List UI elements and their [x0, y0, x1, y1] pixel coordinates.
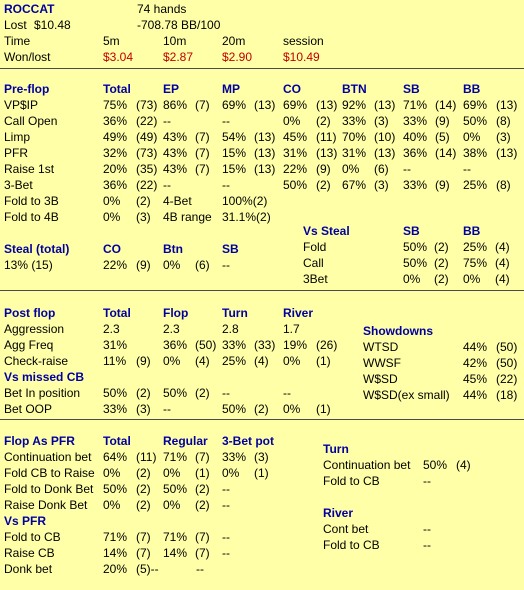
stat-label: Agg Freq [4, 338, 54, 352]
stat-value: 20% [103, 562, 128, 576]
stat-label: W$SD [363, 372, 398, 386]
stat-value: 70% [342, 130, 367, 144]
stat-value: 19% [283, 338, 308, 352]
stat-value: 50% [103, 482, 128, 496]
stat-value: -- [222, 546, 230, 560]
stat-value: 1.7 [283, 322, 300, 336]
stat-value: -- [423, 538, 431, 552]
stat-count: (13) [254, 146, 276, 160]
vs-missed-cb-title: Vs missed CB [4, 370, 85, 384]
four-bet-range-label: 4B range [163, 210, 212, 224]
stat-value: 49% [103, 130, 128, 144]
stat-count: (6) [374, 162, 389, 176]
stat-value: 0% [103, 498, 121, 512]
stat-count: (3) [374, 114, 389, 128]
stat-value: 0% [283, 402, 301, 416]
stat-value: 64% [103, 450, 128, 464]
stat-label: Raise 1st [4, 162, 55, 176]
stat-value: 0% [283, 354, 301, 368]
wonlost-label: Won/lost [4, 50, 51, 64]
stat-count: (9) [435, 114, 450, 128]
stat-count: (7) [195, 530, 210, 544]
stat-count: (5) [435, 130, 450, 144]
stat-value: -- [222, 386, 230, 400]
stat-value: 43% [163, 130, 188, 144]
stat-value: -- [222, 498, 230, 512]
stat-count: (14) [435, 146, 457, 160]
stat-value: 50% [403, 240, 428, 254]
stat-count: (2) [434, 240, 449, 254]
stat-value: 25% [222, 354, 247, 368]
vs-pfr-title: Vs PFR [4, 514, 47, 528]
stat-label: Call Open [4, 114, 58, 128]
stat-label: Bet In position [4, 386, 81, 400]
column-header: SB [403, 224, 420, 238]
stat-value: 0% [403, 272, 421, 286]
column-header: Regular [163, 434, 208, 448]
stat-value: 14% [103, 546, 128, 560]
stat-count: (33) [254, 338, 276, 352]
stat-value: 14% [163, 546, 188, 560]
stat-count: (13) [496, 146, 518, 160]
stat-value: 22% [283, 162, 308, 176]
stat-count: (2) [136, 482, 151, 496]
stat-value: 0% [163, 498, 181, 512]
stat-count: (4) [495, 240, 510, 254]
stat-value: -- [403, 162, 411, 176]
four-bet-value: 100%(2) [222, 194, 268, 208]
stat-count: (10) [374, 130, 396, 144]
stat-label: WWSF [363, 356, 401, 370]
stat-label: Continuation bet [4, 450, 92, 464]
stat-count: (7) [136, 546, 151, 560]
stat-value: -- [163, 178, 171, 192]
stat-label: 3-Bet [4, 178, 33, 192]
stat-count: (14) [435, 98, 457, 112]
stat-count: (8) [496, 114, 511, 128]
column-header: Turn [222, 306, 248, 320]
stat-count: (7) [195, 146, 210, 160]
four-bet-label: 4-Bet [163, 194, 192, 208]
column-header: BTN [342, 82, 367, 96]
stat-label: Cont bet [323, 522, 369, 536]
stat-label: Fold to Donk Bet [4, 482, 94, 496]
period-5m: 5m [103, 34, 120, 48]
stat-value: 75% [103, 98, 128, 112]
stat-label: Fold [303, 240, 327, 254]
stat-count: (13) [374, 98, 396, 112]
stat-value: 71% [403, 98, 428, 112]
stat-value: 0% [283, 114, 301, 128]
stat-value: 15% [222, 162, 247, 176]
stat-value: 71% [103, 530, 128, 544]
column-header: SB [403, 82, 420, 96]
stat-label: Bet OOP [4, 402, 53, 416]
stat-value: 33% [342, 114, 367, 128]
stat-count: (22) [136, 114, 158, 128]
stat-count: (7) [195, 130, 210, 144]
stat-value: 0% [342, 162, 360, 176]
stat-value: 40% [403, 130, 428, 144]
stat-value: -- [283, 386, 291, 400]
stat-value: -- [423, 522, 431, 536]
stat-count: (50) [195, 338, 217, 352]
stat-value: 67% [342, 178, 367, 192]
column-header: SB [222, 242, 239, 256]
stat-label: Fold CB to Raise [4, 466, 95, 480]
stat-count: (3) [254, 450, 269, 464]
stat-value: 31% [283, 146, 308, 160]
stat-label: PFR [4, 146, 28, 160]
stat-value: 25% [463, 178, 488, 192]
stat-count: (2) [195, 482, 210, 496]
stat-value: 86% [163, 98, 188, 112]
stat-value: 36% [163, 338, 188, 352]
stat-label: Limp [4, 130, 31, 144]
stat-count: (1) [195, 466, 210, 480]
wonlost-10m: $2.87 [163, 50, 194, 64]
stat-value: 2.8 [222, 322, 239, 336]
fold-to-3b-label: Fold to 3B [4, 194, 59, 208]
stat-count: (50) [496, 340, 518, 354]
stat-count: (13) [254, 162, 276, 176]
stat-value: 15% [222, 146, 247, 160]
river-title: River [323, 506, 354, 520]
stat-count: (2) [136, 498, 151, 512]
column-header: Btn [163, 242, 183, 256]
player-name: ROCCAT [4, 2, 55, 16]
stat-value: 50% [423, 458, 448, 472]
stat-count: (9) [316, 162, 331, 176]
stat-value: 50% [463, 114, 488, 128]
stat-count: (9) [136, 258, 151, 272]
stat-value: 69% [463, 98, 488, 112]
stat-value: 36% [103, 114, 128, 128]
stat-value: 69% [222, 98, 247, 112]
stat-count: (73) [136, 98, 158, 112]
stat-count: (2) [254, 402, 269, 416]
stat-count: (4) [195, 354, 210, 368]
stat-count: (3) [374, 178, 389, 192]
stat-value: 2.3 [103, 322, 120, 336]
column-header: Flop [163, 306, 189, 320]
stat-value: 32% [103, 146, 128, 160]
stat-count: (18) [496, 388, 518, 402]
stat-value: 22% [103, 258, 128, 272]
stat-count: (13) [496, 98, 518, 112]
stat-value: 0% [222, 466, 240, 480]
stat-value: 0% [163, 258, 181, 272]
stat-value: 33% [403, 178, 428, 192]
column-header: Total [103, 434, 131, 448]
stat-count: (7) [195, 546, 210, 560]
steal-total: 13% (15) [4, 258, 53, 272]
stat-label: WTSD [363, 340, 399, 354]
four-bet-range-value: 31.1%(2) [222, 210, 271, 224]
stat-count: (13) [374, 146, 396, 160]
stat-label: Aggression [4, 322, 65, 336]
stat-count: (13) [316, 98, 338, 112]
stat-count: (11) [316, 130, 337, 144]
stat-count: (73) [136, 146, 158, 160]
stat-value: 33% [222, 338, 247, 352]
stat-count: (7) [195, 450, 210, 464]
stat-value: 43% [163, 146, 188, 160]
lost-value: $10.48 [34, 18, 71, 32]
stat-count: (3) [496, 130, 511, 144]
column-header: EP [163, 82, 180, 96]
stat-value: 45% [463, 372, 488, 386]
stat-value: 92% [342, 98, 367, 112]
steal-title: Steal (total) [4, 242, 70, 256]
stat-value: 42% [463, 356, 488, 370]
stat-value: 33% [103, 402, 128, 416]
stat-value: 50% [163, 386, 188, 400]
time-label: Time [4, 34, 31, 48]
stat-label: Fold to CB [323, 474, 380, 488]
stat-value: 69% [283, 98, 308, 112]
preflop-title: Pre-flop [4, 82, 50, 96]
period-10m: 10m [163, 34, 187, 48]
stat-value: 45% [283, 130, 308, 144]
stat-value: 0% [463, 272, 481, 286]
postflop-title: Post flop [4, 306, 56, 320]
stat-value: 0% [163, 466, 181, 480]
stat-label: Raise Donk Bet [4, 498, 88, 512]
showdowns-title: Showdowns [363, 324, 433, 338]
stat-count: (7) [136, 530, 151, 544]
stat-count: (2) [136, 386, 151, 400]
stat-value: 54% [222, 130, 247, 144]
stat-count: (7) [195, 162, 210, 176]
stat-count: (26) [316, 338, 338, 352]
stat-label: Call [303, 256, 324, 270]
flop-as-pfr-title: Flop As PFR [4, 434, 75, 448]
stat-label: Raise CB [4, 546, 55, 560]
stat-count: (2) [136, 466, 151, 480]
stat-value: -- [222, 530, 230, 544]
stat-count: (3) [136, 402, 151, 416]
stat-value: 43% [163, 162, 188, 176]
stat-count: (49) [136, 130, 158, 144]
column-header: MP [222, 82, 240, 96]
stat-count: (4) [495, 256, 510, 270]
stat-count: (2) [434, 272, 449, 286]
divider [0, 419, 524, 420]
stat-count: (35) [136, 162, 158, 176]
column-header: Total [103, 306, 131, 320]
stat-count: (1) [316, 402, 331, 416]
stat-value: -- [463, 162, 471, 176]
stat-count: (13) [254, 130, 276, 144]
stat-label: 3Bet [303, 272, 328, 286]
wonlost-5m: $3.04 [103, 50, 134, 64]
fold-to-4b-count: (3) [136, 210, 151, 224]
stat-count: (5)-- [136, 562, 159, 576]
fold-to-3b-count: (2) [136, 194, 151, 208]
stat-value: 33% [403, 114, 428, 128]
stat-value: 50% [163, 482, 188, 496]
stat-value: 36% [403, 146, 428, 160]
column-header: CO [283, 82, 301, 96]
stat-count: (2) [434, 256, 449, 270]
column-header: 3-Bet pot [222, 434, 274, 448]
stat-value: 50% [403, 256, 428, 270]
period-session: session [283, 34, 324, 48]
stat-count: (4) [456, 458, 471, 472]
stat-value: 2.3 [163, 322, 180, 336]
stat-count: (9) [136, 354, 151, 368]
divider [0, 290, 524, 291]
stat-count: (2) [316, 178, 331, 192]
divider [0, 68, 524, 69]
stat-value: 50% [103, 386, 128, 400]
stat-value: 31% [342, 146, 367, 160]
column-header: BB [463, 224, 481, 238]
stat-value: -- [222, 482, 230, 496]
stat-value: 20% [103, 162, 128, 176]
stat-value: 38% [463, 146, 488, 160]
stat-value: 50% [283, 178, 308, 192]
stat-label: VP$IP [4, 98, 39, 112]
stat-value: 75% [463, 256, 488, 270]
stat-label: Donk bet [4, 562, 53, 576]
stat-count: (2) [316, 114, 331, 128]
stat-value: 50% [222, 402, 247, 416]
period-20m: 20m [222, 34, 246, 48]
fold-to-4b-value: 0% [103, 210, 121, 224]
vs-steal-title: Vs Steal [303, 224, 350, 238]
stat-count: (22) [136, 178, 158, 192]
stat-count: (7) [195, 98, 210, 112]
stat-label: Continuation bet [323, 458, 411, 472]
fold-to-4b-label: Fold to 4B [4, 210, 59, 224]
stat-value: 0% [463, 130, 481, 144]
stat-count: (6) [195, 258, 210, 272]
column-header: River [283, 306, 314, 320]
stat-value: 25% [463, 240, 488, 254]
stat-count: (50) [496, 356, 518, 370]
stat-value: 71% [163, 530, 188, 544]
stat-count: (1) [316, 354, 331, 368]
stat-count: (4) [254, 354, 269, 368]
stat-label: Fold to CB [4, 530, 61, 544]
stat-value: -- [163, 114, 171, 128]
stat-value: -- [222, 114, 230, 128]
column-header: Total [103, 82, 131, 96]
stat-value: 31% [103, 338, 128, 352]
stat-count: (13) [316, 146, 338, 160]
stat-value: 33% [222, 450, 247, 464]
stat-label: W$SD(ex small) [363, 388, 450, 402]
stat-count: (1) [254, 466, 269, 480]
wonlost-20m: $2.90 [222, 50, 253, 64]
stat-value: -- [196, 562, 204, 576]
wonlost-session: $10.49 [283, 50, 320, 64]
stat-count: (8) [496, 178, 511, 192]
stat-value: -- [163, 402, 171, 416]
fold-to-3b-value: 0% [103, 194, 121, 208]
stat-label: Fold to CB [323, 538, 380, 552]
turn-title: Turn [323, 442, 349, 456]
stat-count: (2) [195, 498, 210, 512]
stat-count: (4) [495, 272, 510, 286]
bb100-value: -708.78 BB/100 [137, 18, 221, 32]
stat-count: (2) [195, 386, 210, 400]
column-header: BB [463, 82, 481, 96]
stat-value: -- [423, 474, 431, 488]
stat-value: 0% [163, 354, 181, 368]
stat-value: 0% [103, 466, 121, 480]
stat-value: -- [222, 178, 230, 192]
stat-value: -- [222, 258, 230, 272]
stat-value: 44% [463, 340, 488, 354]
stat-value: 11% [103, 354, 127, 368]
hand-count: 74 hands [137, 2, 187, 16]
stat-value: 44% [463, 388, 488, 402]
column-header: CO [103, 242, 121, 256]
stat-count: (11) [136, 450, 157, 464]
stat-label: Check-raise [4, 354, 69, 368]
stat-value: 36% [103, 178, 128, 192]
lost-label: Lost [4, 18, 27, 32]
stat-count: (9) [435, 178, 450, 192]
stat-value: 71% [163, 450, 188, 464]
stat-count: (13) [254, 98, 276, 112]
stat-count: (22) [496, 372, 518, 386]
